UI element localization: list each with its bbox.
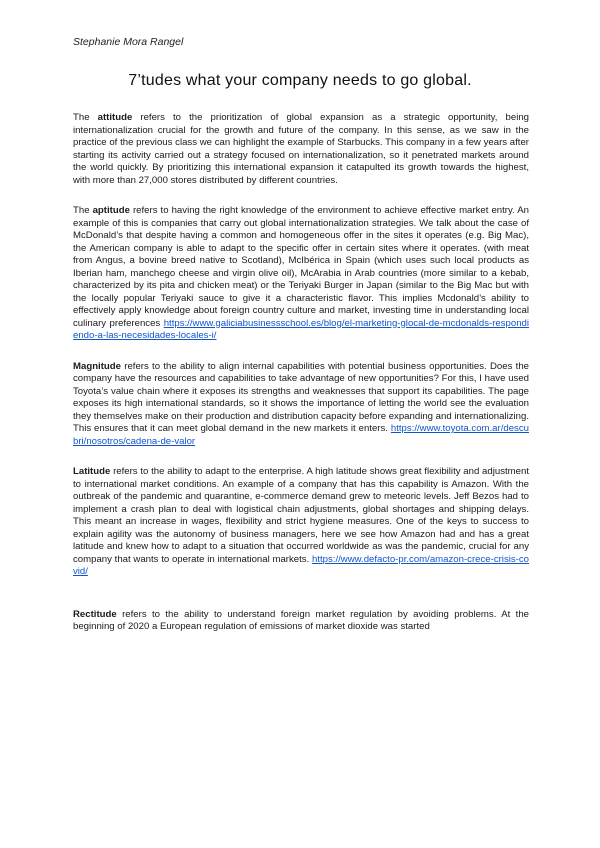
- document-body: [73, 112, 529, 652]
- author-name: Stephanie Mora Rangel: [73, 36, 184, 48]
- paragraph-aptitude: [73, 205, 529, 343]
- paragraph-text: refers to the ability to understand foreign market regulation by avoiding problems. At the beginning of 2020 a European regulation of emissions of market dioxide was started: [73, 608, 529, 632]
- paragraph-text: refers to the prioritization of global expansion as a strategic opportunity, being internationalization crucial for the growth and future of the company. In this sense, as we saw in the practice of the previous class we can highlight the example of Starbucks. This company in a few years after starting its activity carried out a strategy focused on internationalization, so it penetrated markets around the world quickly. By prioritizing this international expansion it catapulted its growth towards the highest, with more than 27,000 stores distributed by different countries.: [73, 112, 529, 186]
- document-title: 7’tudes what your company needs to go global.: [128, 72, 472, 89]
- paragraph-text: refers to the ability to adapt to the enterprise. A high latitude shows great flexibility and adjustment to international market conditions. An example of a company that has this capability is Amazon. With the outbreak of the pandemic and quarantine, e-commerce demand grew to meteoric levels. Jeff Bezos had to implement a crash plan to deal with logistical chain adjustments, global shortages and shipping delays. This meant an increase in wages, flexibility and strict hygiene measures. One of the keys to success to explain agility was the autonomy of business managers, here we see how Amazon had and has a great latitude and knew how to adapt to a situation that occurred worldwide as was the pandemic, crucial for any company that wants to operate in international markets.: [73, 466, 529, 565]
- paragraph-lead: The: [73, 205, 93, 216]
- term-rectitude: Rectitude: [73, 608, 117, 620]
- term-aptitude: aptitude: [92, 205, 130, 216]
- paragraph-magnitude: [73, 361, 529, 449]
- paragraph-lead: The: [73, 112, 98, 123]
- term-magnitude: Magnitude: [73, 360, 121, 372]
- term-latitude: Latitude: [73, 466, 111, 477]
- term-attitude: attitude: [97, 112, 133, 123]
- paragraph-latitude: [73, 466, 529, 579]
- paragraph-text: refers to the ability to align internal capabilities with potential business opportunities. Does the company have the resources and capabilities to take advantage of new opportunities? For this, I have used Toyota’s value chain where it exposes its strengths and weaknesses that support its capabilities. The page exposes its high international standards, so it shows the importance of letting the world see the evaluation they themselves make on their production and distribution capacity before expanding and internationalizing. This ensures that it can meet global demand in the new markets it enters.: [73, 360, 529, 434]
- paragraph-attitude: [73, 112, 529, 187]
- reference-link-toyota[interactable]: https://www.toyota.com.ar/descubri/nosotros/cadena-de-valor: [73, 423, 529, 447]
- reference-link-mcdonalds[interactable]: https://www.galiciabusinessschool.es/blog/el-marketing-glocal-de-mcdonalds-respondiendo-a-las-necesidades-locales-i/: [73, 317, 529, 341]
- paragraph-rectitude: [73, 609, 529, 634]
- paragraph-text: refers to having the right knowledge of the environment to achieve effective market entry. An example of this is companies that carry out global internationalization strategies. We talk about the case of McDonald’s that despite having a common and homogeneous offer in the sites it operates (e.g. Big Mac), the American company is able to adapt to the specific offer in certain sites where it operates. (with meat from Angus, a bovine breed native to Scotland), McIbérica in Spain (which uses such local products as Iberian ham, manchego cheese and virgin olive oil), McArabia in Arab countries (more similar to a kebab, characterized by its pita and chicken meat) or the Teriyaki Burger in Japan (similar to the Big Mac but with the locally popular Teriyaki sauce to give it a characteristic flavor. This implies Mcdonald’s ability to effectively apply knowledge about foreign country culture and market, investing time in understanding local culinary preferences: [73, 205, 529, 329]
- reference-link-amazon[interactable]: https://www.defacto-pr.com/amazon-crece-crisis-covid/: [73, 553, 529, 577]
